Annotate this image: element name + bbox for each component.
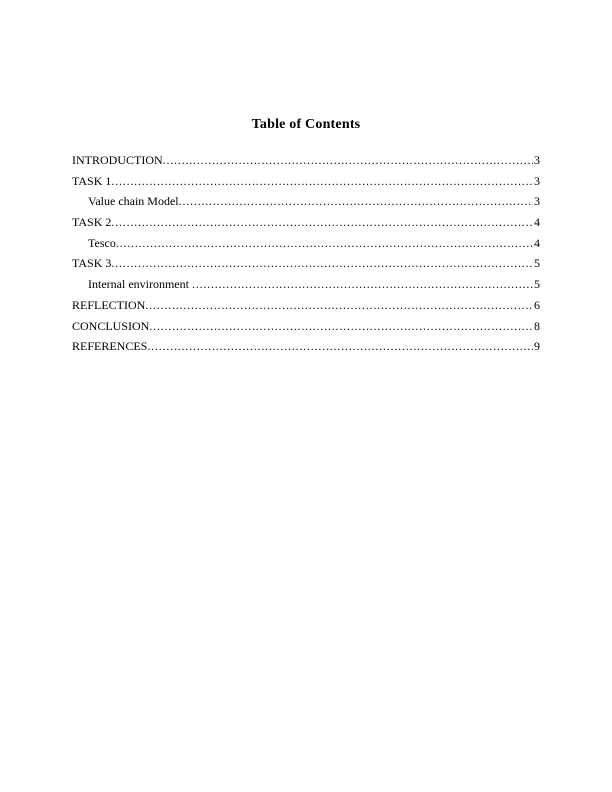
toc-entry-page-number: 6 [534,297,540,312]
toc-dot-leader [179,191,533,212]
toc-entry[interactable] [72,316,540,337]
toc-dot-leader [147,336,533,357]
toc-entry[interactable] [72,191,540,212]
toc-entry-label: REFLECTION [72,297,146,312]
toc-entry-label: TASK 3 [72,256,112,271]
toc-entry-label: REFERENCES [72,339,148,354]
toc-entry[interactable] [72,150,540,171]
toc-entry[interactable] [72,295,540,316]
toc-entry[interactable] [72,274,540,295]
toc-entry-page-number: 5 [534,277,540,292]
toc-dot-leader [116,233,533,254]
toc-entry[interactable] [72,212,540,233]
toc-dot-leader [111,212,533,233]
toc-dot-leader [145,295,533,316]
toc-dot-leader [149,316,533,337]
toc-entry[interactable] [72,336,540,357]
toc-entry[interactable] [72,171,540,192]
toc-entry-page-number: 3 [534,153,540,167]
toc-entry-label: TASK 2 [72,215,112,230]
toc-entry-page-number: 3 [534,173,540,188]
toc-title: Table of Contents [251,117,361,132]
toc-list [72,150,540,357]
toc-entry-label: Tesco [88,235,116,250]
toc-entry-page-number: 5 [534,256,540,271]
toc-entry[interactable] [72,233,540,254]
toc-entry-label: TASK 1 [72,173,112,188]
toc-dot-leader [163,150,533,171]
toc-entry-label: Value chain Model [88,194,179,209]
toc-entry-page-number: 4 [534,215,540,230]
toc-dot-leader [111,171,533,192]
toc-entry-page-number: 4 [534,235,540,250]
toc-dot-leader [111,253,533,274]
toc-entry-page-number: 3 [534,194,540,209]
toc-entry-page-number: 8 [534,318,540,333]
toc-entry-label: Internal environment [88,277,192,292]
toc-entry-label: CONCLUSION [72,318,150,333]
toc-entry-page-number: 9 [534,339,540,354]
toc-entry[interactable] [72,253,540,274]
toc-entry-label: INTRODUCTION [72,153,163,167]
toc-dot-leader [192,274,533,295]
